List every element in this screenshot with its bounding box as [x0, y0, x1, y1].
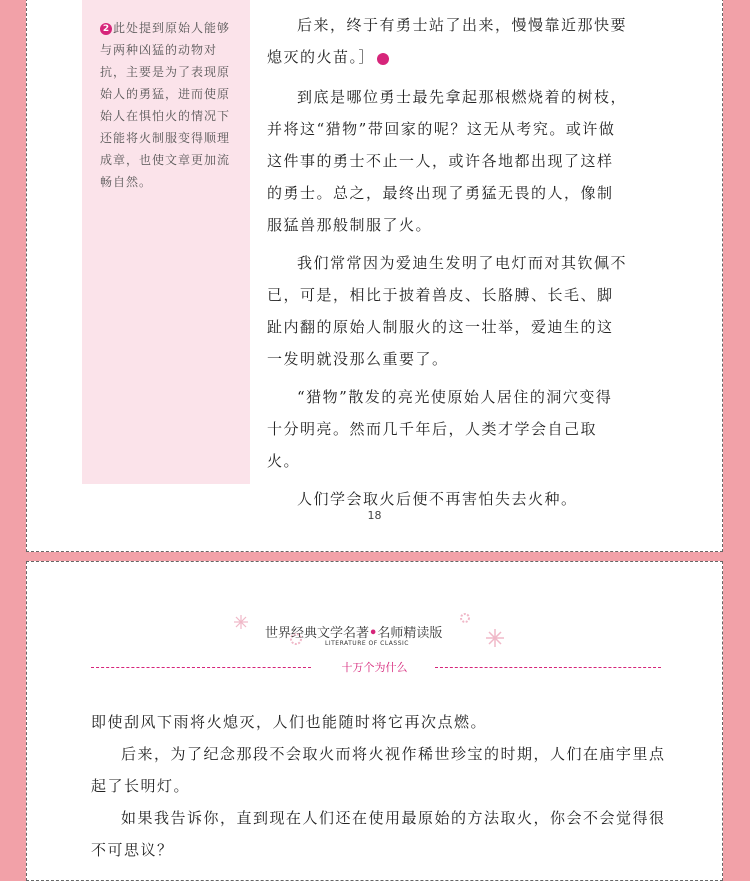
series-title-left: 世界经典文学名著 — [265, 626, 370, 641]
annotation-badge: 2 — [100, 23, 112, 35]
page-number: 18 — [367, 509, 382, 522]
flower-icon — [233, 614, 249, 630]
bottom-text-column — [91, 706, 671, 866]
side-note-text — [100, 17, 238, 193]
paragraph: 人们学会取火后便不再害怕失去火种。 — [297, 490, 578, 508]
book-page-top — [26, 0, 723, 552]
book-page-bottom — [26, 561, 723, 881]
paragraph-text: 后来，终于有勇士站了出来，慢慢靠近那快要熄灭的火苗。］ — [267, 16, 628, 66]
paragraph — [267, 9, 627, 73]
paragraph: 到底是哪位勇士最先拿起那根燃烧着的树枝，并将这“猎物”带回家的呢？这无从考究。或许做这件事的勇士不止一人，或许各地都出现了这样的勇士。总之，最终出现了勇猛无畏的人，像制服猛兽那般制服了火。 — [267, 88, 628, 234]
paragraph: 如果我告诉你，直到现在人们还在使用最原始的方法取火，你会不会觉得很不可思议？ — [91, 809, 666, 859]
series-title-right: 名师精读版 — [377, 626, 443, 641]
main-text-column — [267, 9, 627, 515]
book-series-title — [265, 622, 442, 641]
title-separator: • — [369, 626, 378, 641]
paragraph: 即使刮风下雨将火熄灭，人们也能随时将它再次点燃。 — [91, 713, 488, 731]
section-title — [27, 659, 722, 675]
side-note — [82, 0, 250, 484]
paragraph: 我们常常因为爱迪生发明了电灯而对其钦佩不已，可是，相比于披着兽皮、长胳膊、长毛、脚趾内翻的原始人制服火的这一壮举，爱迪生的这一发明就没那么重要了。 — [267, 254, 628, 368]
section-title-text: 十万个为什么 — [334, 661, 416, 674]
flower-icon — [459, 612, 471, 624]
series-subtitle: LITERATURE OF CLASSIC — [325, 640, 409, 647]
paragraph: “猎物”散发的亮光使原始人居住的洞穴变得十分明亮。然而几千年后，人类才学会自己取火。 — [267, 388, 613, 470]
flower-icon — [485, 628, 505, 648]
paragraph: 后来，为了纪念那段不会取火而将火视作稀世珍宝的时期，人们在庙宇里点起了长明灯。 — [91, 745, 666, 795]
annotation-badge: 2 — [377, 53, 389, 65]
side-note-body: 此处提到原始人能够与两种凶猛的动物对抗，主要是为了表现原始人的勇猛，进而使原始人在惧怕火的情况下还能将火制服变得顺理成章，也使文章更加流畅自然。 — [100, 21, 231, 189]
